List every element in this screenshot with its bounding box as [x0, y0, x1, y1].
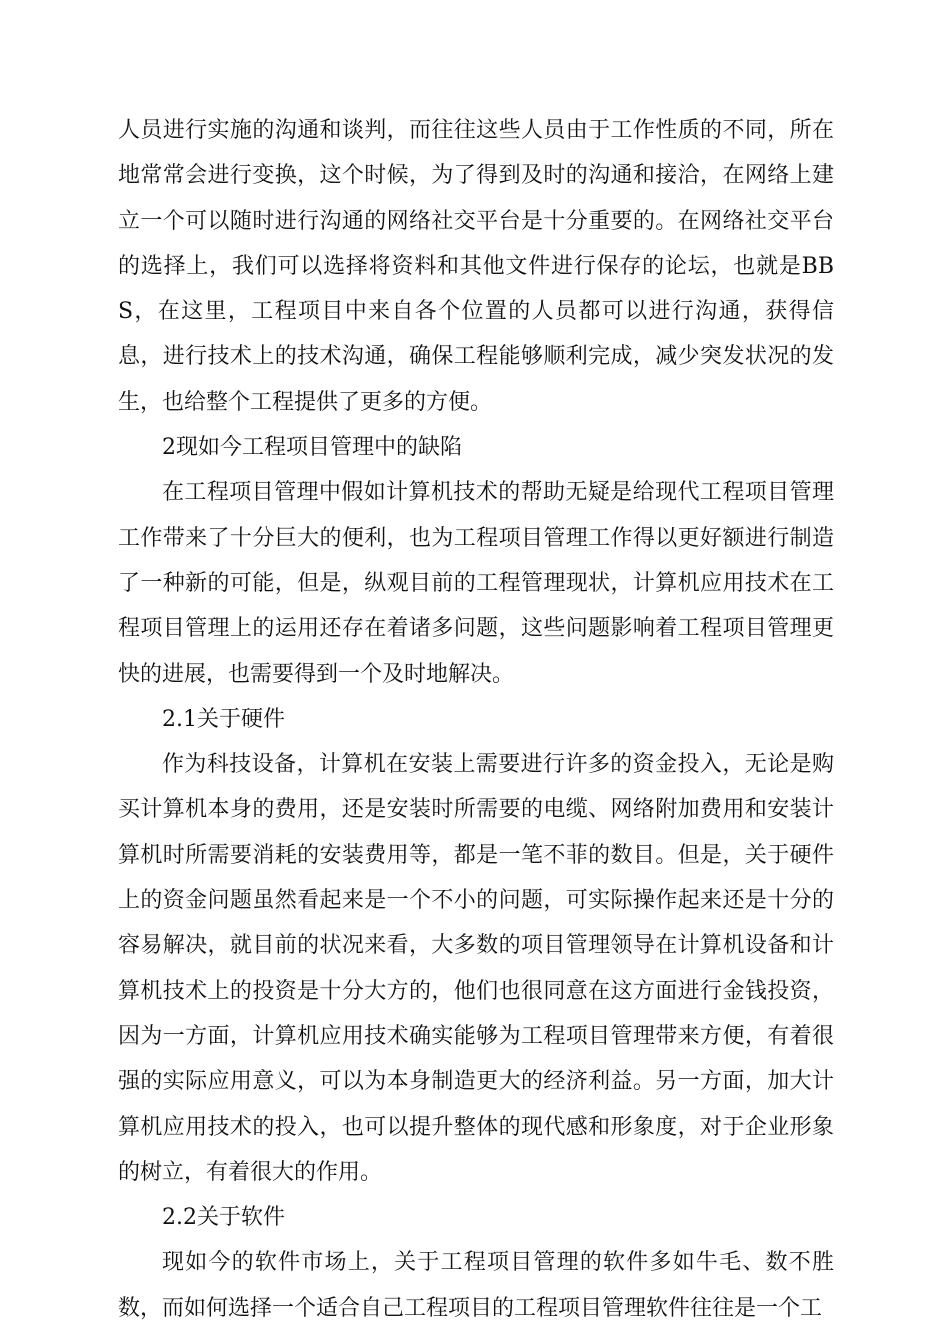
subsection-heading-2-1: 2.1关于硬件 — [162, 706, 285, 732]
paragraph-software: 现如今的软件市场上，关于工程项目管理的软件多如牛毛、数不胜数，而如何选择一个适合自己工程项目的工程项目管理软件往往是一个工 — [118, 1250, 834, 1321]
paragraph-continuation: 人员进行实施的沟通和谈判，而往往这些人员由于工作性质的不同，所在地常常会进行变换，这个时候，为了得到及时的沟通和接洽，在网络上建立一个可以随时进行沟通的网络社交平台是十分重要的。在网络社交平台的选择上，我们可以选择将资料和其他文件进行保存的论坛，也就是BBS，在这里，工程项目中来自各个位置的人员都可以进行沟通，获得信息，进行技术上的技术沟通，确保工程能够顺利完成，减少突发状况的发生，也给整个工程提供了更多的方便。 — [118, 118, 834, 415]
section-heading-2: 2现如今工程项目管理中的缺陷 — [162, 435, 462, 461]
subsection-heading-2-2: 2.2关于软件 — [162, 1205, 285, 1231]
document-body — [118, 108, 834, 1331]
paragraph-hardware: 作为科技设备，计算机在安装上需要进行许多的资金投入，无论是购买计算机本身的费用，还是安装时所需要的电缆、网络附加费用和安装计算机时所需要消耗的安装费用等，都是一笔不菲的数目。但是，关于硬件上的资金问题虽然看起来是一个不小的问题，可实际操作起来还是十分的容易解决，就目前的状况来看，大多数的项目管理领导在计算机设备和计算机技术上的投资是十分大方的，他们也很同意在这方面进行金钱投资，因为一方面，计算机应用技术确实能够为工程项目管理带来方便，有着很强的实际应用意义，可以为本身制造更大的经济利益。另一方面，加大计算机应用技术的投入，也可以提升整体的现代感和形象度，对于企业形象的树立，有着很大的作用。 — [118, 752, 834, 1185]
paragraph-section-2: 在工程项目管理中假如计算机技术的帮助无疑是给现代工程项目管理工作带来了十分巨大的便利，也为工程项目管理工作得以更好额进行制造了一种新的可能，但是，纵观目前的工程管理现状，计算机应用技术在工程项目管理上的运用还存在着诸多问题，这些问题影响着工程项目管理更快的进展，也需要得到一个及时地解决。 — [118, 480, 834, 687]
